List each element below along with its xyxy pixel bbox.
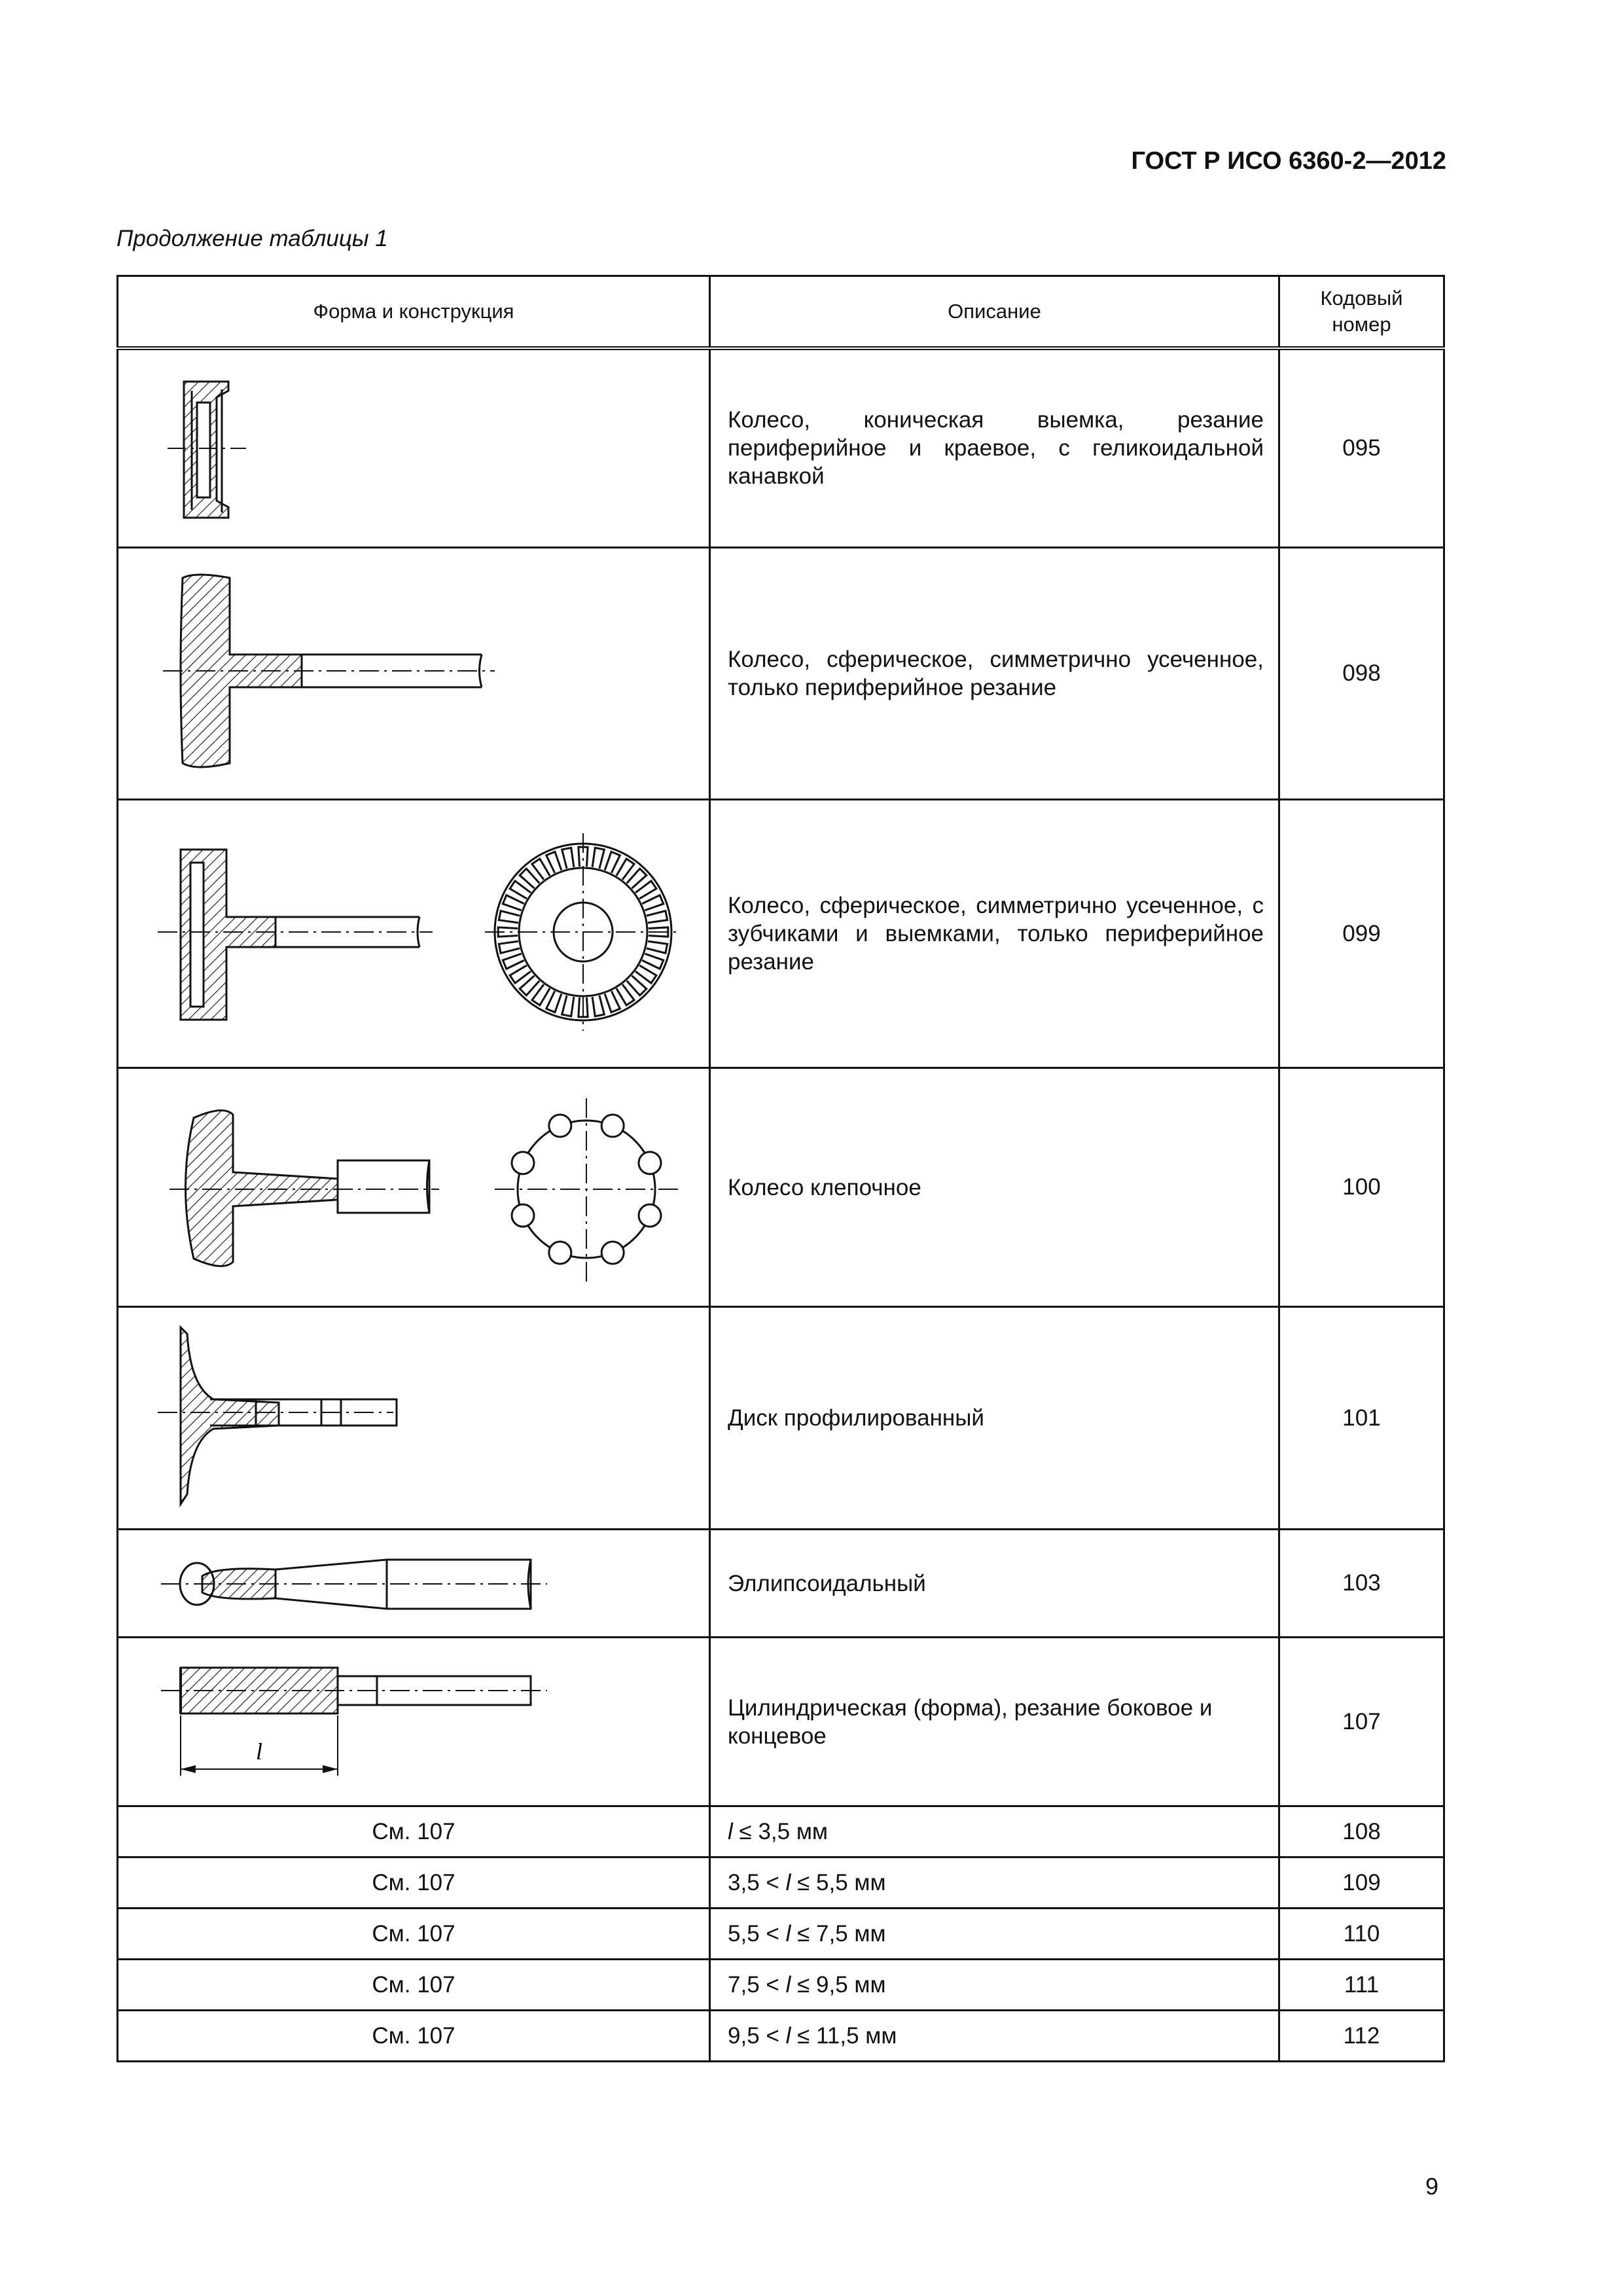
page-number: 9 xyxy=(1425,2173,1438,2200)
figure-107 xyxy=(118,1638,710,1806)
wheel-tooth xyxy=(499,941,520,953)
wheel-tooth xyxy=(642,954,664,969)
length-symbol: l xyxy=(785,2023,791,2049)
wheel-toothed-drawing xyxy=(118,800,711,1069)
wheel-tooth xyxy=(605,852,620,873)
wheel-conical-recess-drawing xyxy=(118,350,711,550)
row-condition: l ≤ 3,5 мм xyxy=(710,1806,1279,1857)
wheel-tooth xyxy=(562,996,574,1016)
table-row xyxy=(118,800,1444,1068)
tool-shapes-table xyxy=(116,275,1445,2062)
length-symbol: l xyxy=(785,1972,791,1998)
length-symbol: l xyxy=(785,1921,791,1946)
length-symbol: l xyxy=(785,1870,791,1895)
wheel-tooth xyxy=(520,976,539,996)
table-row xyxy=(118,548,1444,800)
row-code: 111 xyxy=(1279,1960,1444,2011)
row-code: 109 xyxy=(1279,1857,1444,1909)
figure-099 xyxy=(118,800,710,1068)
row-description: Эллипсоидальный xyxy=(710,1530,1279,1638)
row-description: Диск профилированный xyxy=(710,1307,1279,1530)
cylindrical-drawing xyxy=(118,1638,711,1807)
row-code: 100 xyxy=(1279,1068,1444,1307)
rivet-bump xyxy=(512,1152,534,1174)
figure-100 xyxy=(118,1068,710,1307)
row-code: 103 xyxy=(1279,1530,1444,1638)
row-form-ref: См. 107 xyxy=(118,1909,710,1960)
table-row xyxy=(118,1307,1444,1530)
disc-profiled-drawing xyxy=(118,1308,711,1530)
table-row xyxy=(118,1960,1444,2011)
row-condition: 3,5 < l ≤ 5,5 мм xyxy=(710,1857,1279,1909)
figure-101 xyxy=(118,1307,710,1530)
table-row xyxy=(118,1638,1444,1806)
table-row xyxy=(118,2011,1444,2062)
wheel-tooth xyxy=(642,895,664,910)
column-header-form: Форма и конструкция xyxy=(118,276,710,348)
table-row xyxy=(118,1068,1444,1307)
row-description: Колесо, коническая выемка, резание периферийное и краевое, с геликоидальной канавкой xyxy=(710,348,1279,548)
row-form-ref: См. 107 xyxy=(118,2011,710,2062)
rivet-bump xyxy=(512,1204,534,1227)
row-condition: 7,5 < l ≤ 9,5 мм xyxy=(710,1960,1279,2011)
row-form-ref: См. 107 xyxy=(118,1806,710,1857)
table-row xyxy=(118,1806,1444,1857)
row-code: 095 xyxy=(1279,348,1444,548)
ellipsoidal-drawing xyxy=(118,1530,711,1638)
figure-098 xyxy=(118,548,710,800)
column-header-description: Описание xyxy=(710,276,1279,348)
length-symbol: l xyxy=(728,1819,733,1844)
wheel-spherical-truncated-drawing xyxy=(118,548,711,800)
rivet-bump xyxy=(639,1204,661,1227)
row-code: 107 xyxy=(1279,1638,1444,1806)
wheel-tooth xyxy=(592,848,604,869)
wheel-tooth xyxy=(503,954,524,969)
table-row xyxy=(118,1857,1444,1909)
wheel-tooth xyxy=(546,852,562,873)
rivet-bump xyxy=(601,1115,624,1137)
rivet-bump xyxy=(601,1242,624,1264)
row-code: 112 xyxy=(1279,2011,1444,2062)
wheel-tooth xyxy=(499,911,520,923)
wheel-tooth xyxy=(503,895,524,910)
row-description: Цилиндрическая (форма), резание боковое и концевое xyxy=(710,1638,1279,1806)
wheel-tooth xyxy=(627,869,647,888)
column-header-code: Кодовый номер xyxy=(1279,276,1444,348)
figure-103 xyxy=(118,1530,710,1638)
wheel-riveting-drawing xyxy=(118,1069,711,1308)
row-code: 101 xyxy=(1279,1307,1444,1530)
row-condition: 5,5 < l ≤ 7,5 мм xyxy=(710,1909,1279,1960)
row-code: 098 xyxy=(1279,548,1444,800)
row-description: Колесо, сферическое, симметрично усеченное, только периферийное резание xyxy=(710,548,1279,800)
wheel-tooth xyxy=(605,991,620,1013)
wheel-tooth xyxy=(520,869,539,888)
row-code: 110 xyxy=(1279,1909,1444,1960)
wheel-tooth xyxy=(627,976,647,996)
wheel-tooth xyxy=(647,941,668,953)
document-standard-header: ГОСТ Р ИСО 6360-2—2012 xyxy=(1131,147,1446,175)
figure-095 xyxy=(118,348,710,548)
wheel-tooth xyxy=(562,848,574,869)
rivet-bump xyxy=(639,1152,661,1174)
row-description: Колесо, сферическое, симметрично усеченное, с зубчиками и выемками, только периферийное резание xyxy=(710,800,1279,1068)
row-code: 108 xyxy=(1279,1806,1444,1857)
row-condition: 9,5 < l ≤ 11,5 мм xyxy=(710,2011,1279,2062)
rivet-bump xyxy=(549,1115,571,1137)
wheel-tooth xyxy=(546,991,562,1013)
table-row xyxy=(118,1530,1444,1638)
row-code: 099 xyxy=(1279,800,1444,1068)
dimension-label: l xyxy=(256,1738,263,1765)
table-row xyxy=(118,1909,1444,1960)
row-form-ref: См. 107 xyxy=(118,1857,710,1909)
row-form-ref: См. 107 xyxy=(118,1960,710,2011)
table-caption: Продолжение таблицы 1 xyxy=(116,226,388,251)
table-row xyxy=(118,348,1444,548)
row-description: Колесо клепочное xyxy=(710,1068,1279,1307)
wheel-tooth xyxy=(592,996,604,1016)
rivet-bump xyxy=(549,1242,571,1264)
wheel-tooth xyxy=(647,911,668,923)
